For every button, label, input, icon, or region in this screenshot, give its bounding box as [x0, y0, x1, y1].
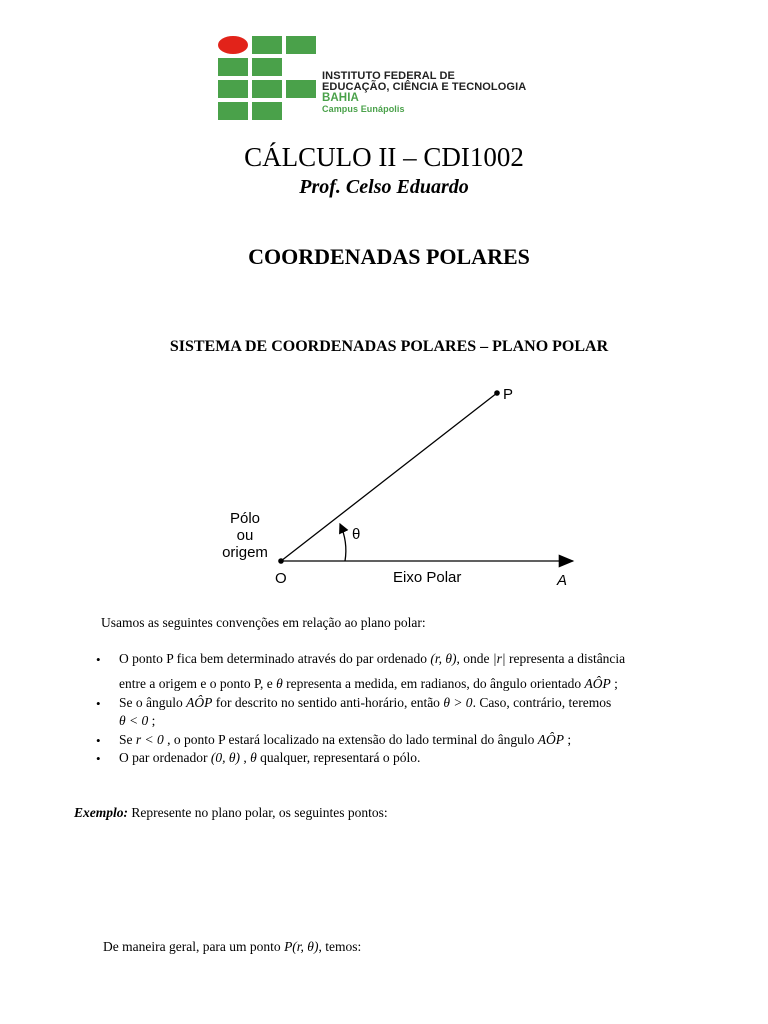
- logo-square: [252, 80, 282, 98]
- bullet-item-2: [119, 695, 709, 711]
- bullet-item-2-cont: [119, 713, 709, 729]
- bullet-item-3: [119, 732, 709, 748]
- subsection-heading: SISTEMA DE COORDENADAS POLARES – PLANO POLAR: [169, 338, 609, 355]
- axis-end-label: A: [557, 572, 568, 589]
- section-heading: COORDENADAS POLARES: [248, 244, 530, 269]
- bullet-item-4: [119, 750, 709, 766]
- logo-square: [252, 58, 282, 76]
- origin-point: [278, 558, 284, 564]
- example-text: Represente no plano polar, os seguintes pontos:: [128, 805, 388, 820]
- logo-square: [252, 102, 282, 120]
- document-title: CÁLCULO II – CDI1002: [244, 142, 524, 172]
- bullet-item-1: [119, 651, 709, 667]
- institution-logo: [218, 36, 318, 120]
- logo-square: [286, 36, 316, 54]
- bullet-item-1-cont: [119, 676, 709, 692]
- bullet-text: entre a origem e o ponto P, e: [119, 676, 277, 691]
- intro-paragraph: Usamos as seguintes convenções em relação ao plano polar:: [101, 615, 426, 630]
- bullet-icon: •: [96, 696, 101, 711]
- pole-label-line-1: Pólo: [229, 510, 261, 527]
- bullet-text: , o ponto P estará localizado na extensão do lado terminal do ângulo: [163, 732, 538, 747]
- logo-square: [218, 58, 248, 76]
- bullet-text: , onde: [456, 651, 493, 666]
- bullet-text: ;: [564, 732, 572, 747]
- math-expr: P(r, θ): [284, 939, 319, 954]
- bullet-text: representa a medida, em radianos, do ângulo orientado: [282, 676, 585, 691]
- math-expr: AÔP: [186, 695, 213, 710]
- logo-square: [252, 36, 282, 54]
- ray-op-line: [281, 393, 497, 561]
- point-p-label: P: [503, 386, 514, 403]
- math-expr: AÔP: [537, 732, 565, 747]
- polar-plane-diagram: [205, 378, 595, 596]
- logo-text: [322, 71, 526, 114]
- bullet-text: O ponto P fica bem determinado através do par ordenado: [119, 651, 431, 666]
- logo-line-2: EDUCAÇÃO, CIÊNCIA E TECNOLOGIA: [322, 81, 527, 93]
- bullet-text: ;: [610, 676, 618, 691]
- math-expr: θ < 0: [119, 713, 149, 728]
- angle-arc: [340, 524, 346, 561]
- bullet-text: . Caso, contrário, teremos: [472, 695, 612, 710]
- math-expr: θ: [250, 750, 257, 765]
- general-paragraph: [103, 939, 361, 955]
- example-label: Exemplo:: [74, 805, 128, 820]
- math-expr: (r, θ): [430, 651, 457, 666]
- bullet-icon: •: [96, 652, 101, 667]
- bullet-text: Se: [119, 732, 136, 747]
- origin-label: O: [275, 570, 287, 587]
- document-author: Prof. Celso Eduardo: [299, 176, 469, 198]
- example-paragraph: [74, 805, 388, 821]
- bullet-text: Se o ângulo: [119, 695, 187, 710]
- polar-axis-label: Eixo Polar: [393, 569, 462, 586]
- math-expr: |r|: [492, 651, 506, 666]
- pole-label-line-2: ou: [236, 527, 254, 544]
- general-text: De maneira geral, para um ponto: [103, 939, 285, 954]
- logo-line-1: INSTITUTO FEDERAL DE: [322, 70, 455, 82]
- general-text: , temos:: [318, 939, 362, 954]
- logo-line-3: BAHIA: [322, 92, 359, 104]
- bullet-text: O par ordenador: [119, 750, 211, 765]
- math-expr: AÔP: [584, 676, 611, 691]
- math-expr: θ > 0: [443, 695, 473, 710]
- logo-square: [218, 80, 248, 98]
- logo-red-circle: [218, 36, 248, 54]
- bullet-icon: •: [96, 751, 101, 766]
- math-expr: r < 0: [135, 732, 164, 747]
- logo-square: [218, 102, 248, 120]
- bullet-text: ;: [148, 713, 156, 728]
- point-p: [494, 390, 500, 396]
- bullet-text: for descrito no sentido anti-horário, então: [212, 695, 444, 710]
- math-expr: θ: [276, 676, 283, 691]
- bullet-icon: •: [96, 733, 101, 748]
- logo-square: [286, 80, 316, 98]
- logo-line-4: Campus Eunápolis: [322, 103, 405, 114]
- angle-label: θ: [352, 526, 361, 543]
- math-expr: (0, θ): [210, 750, 240, 765]
- bullet-text: qualquer, representará o pólo.: [256, 750, 421, 765]
- bullet-text: ,: [239, 750, 251, 765]
- pole-label-line-3: origem: [222, 544, 268, 561]
- bullet-text: representa a distância: [505, 651, 626, 666]
